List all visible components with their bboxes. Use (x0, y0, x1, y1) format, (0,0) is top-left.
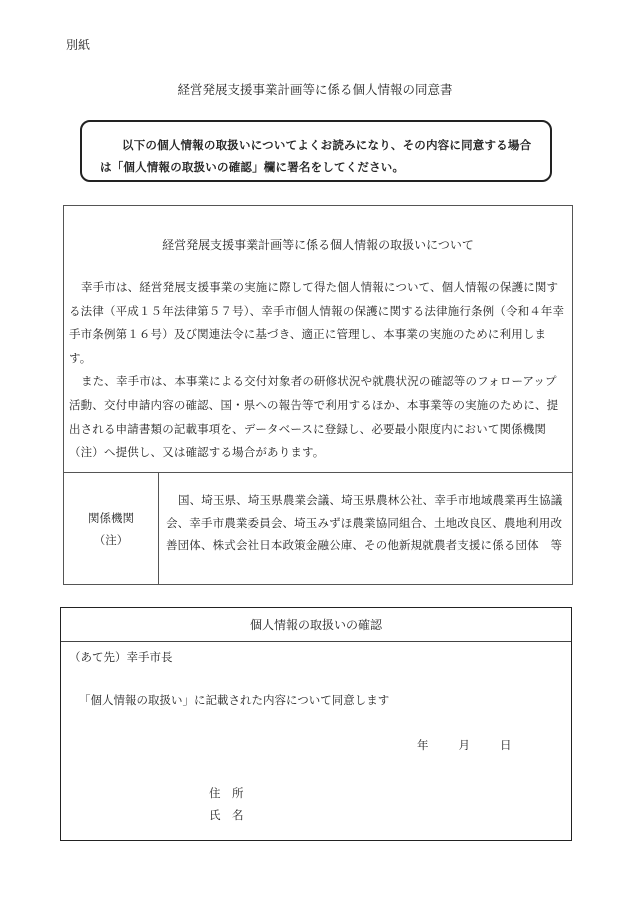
instruction-notice (80, 120, 552, 182)
name-field[interactable]: 氏 名 (209, 808, 244, 822)
info-body (69, 276, 567, 465)
related-orgs-row (64, 472, 572, 584)
consent-statement: 「個人情報の取扱い」に記載された内容について同意します (79, 693, 390, 707)
consent-confirmation-box (60, 607, 572, 841)
info-title: 経営発展支援事業計画等に係る個人情報の取扱いについて (162, 238, 474, 252)
year-label: 年 (417, 738, 429, 752)
day-label: 日 (500, 738, 512, 752)
attachment-tag: 別紙 (66, 38, 91, 52)
related-orgs-list: 国、埼玉県、埼玉県農業会議、埼玉県農林公社、幸手市地域農業再生協議会、幸手市農業委員会、埼玉みずほ農業協同組合、土地改良区、農地利用改善団体、株式会社日本政策金融公庫、その他新規就農者支援に係る団体 等 (166, 493, 563, 553)
document-title: 経営発展支援事業計画等に係る個人情報の同意書 (177, 82, 453, 97)
orgs-label-line-1: 関係機関 (88, 510, 134, 525)
info-paragraph-2: また、幸手市は、本事業による交付対象者の研修状況や就農状況の確認等のフォローアップ活動、交付申請内容の確認、国・県への報告等で利用するほか、本事業等の実施のために、提出される申請書類の記載事項を、データベースに登録し、必要最小限度内において関係機関（注）へ提供し、又は確認する場合があります。 (69, 374, 559, 460)
notice-line-1: 以下の個人情報の取扱いについてよくお読みになり、その内容に同意する場合 (122, 138, 532, 152)
notice-line-2: は「個人情報の取扱いの確認」欄に署名をしてください。 (100, 160, 405, 174)
info-paragraph-1: 幸手市は、経営発展支援事業の実施に際して得た個人情報について、個人情報の保護に関する法律（平成１５年法律第５７号）、幸手市個人情報の保護に関する法律施行条例（令和４年幸手市条例第１６号）及び関連法令に基づき、適正に管理し、本事業の実施のために利用します。 (69, 280, 565, 365)
addressee: （あて先）幸手市長 (69, 650, 173, 664)
privacy-info-box (63, 205, 573, 585)
confirmation-heading: 個人情報の取扱いの確認 (61, 608, 571, 642)
related-orgs-label (64, 473, 159, 584)
month-label: 月 (458, 738, 470, 752)
orgs-label-line-2: （注） (93, 532, 129, 547)
address-field[interactable]: 住 所 (209, 786, 244, 800)
date-field[interactable] (417, 737, 512, 753)
